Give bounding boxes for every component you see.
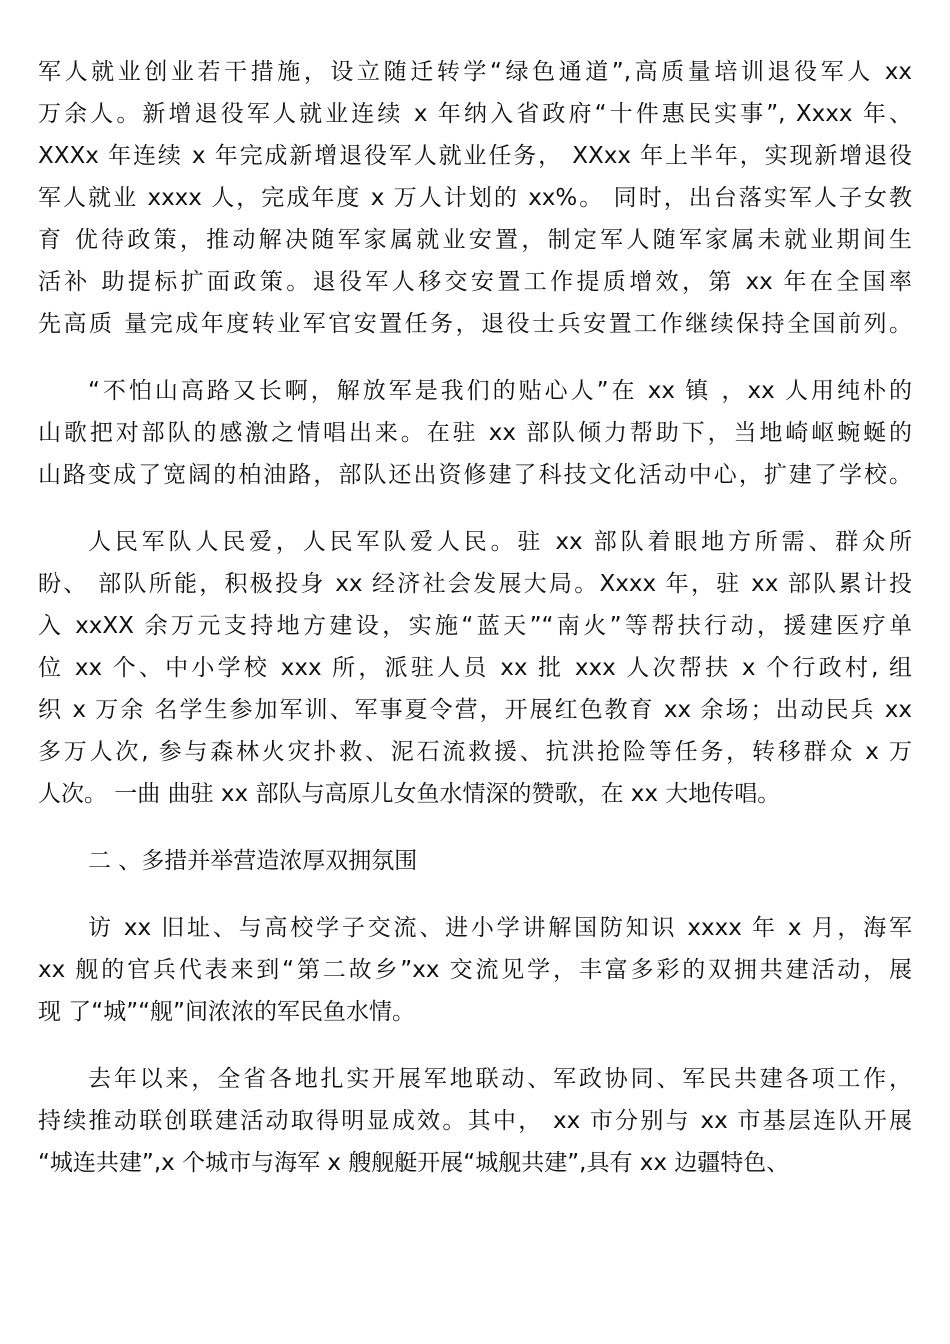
text-line: “城连共建”,x 个城市与海军 x 艘舰艇开展“城舰共建”,具有 xx 边疆特色、 bbox=[38, 1150, 790, 1176]
text-line: 人民军队人民爱，人民军队爱人民。驻 xx 部队着眼地方所需、群众所 bbox=[88, 529, 912, 555]
text-line: 人次。 一曲 曲驻 xx 部队与高原儿女鱼水情深的赞歌，在 xx 大地传唱。 bbox=[38, 781, 781, 807]
text-line: 山路变成了宽阔的柏油路，部队还出资修建了科技文化活动中心，扩建了学校。 bbox=[38, 462, 912, 488]
text-line: 现 了“城”“舰”间浓浓的军民鱼水情。 bbox=[38, 999, 415, 1025]
text-line: 位 xx 个、中小学校 xxx 所，派驻人员 xx 批 xxx 人次帮扶 x 个行政村, 组 bbox=[38, 655, 912, 681]
paragraph bbox=[38, 521, 912, 815]
text-line: 织 x 万余 名学生参加军训、军事夏令营，开展红色教育 xx 余场；出动民兵 xx bbox=[38, 697, 912, 723]
paragraph bbox=[38, 51, 912, 345]
text-line: xx 舰的官兵代表来到“第二故乡”xx 交流见学，丰富多彩的双拥共建活动，展 bbox=[38, 957, 912, 983]
paragraph bbox=[38, 370, 912, 496]
text-line: 入 xxXX 余万元支持地方建设，实施“蓝天”“南火”等帮扶行动，援建医疗单 bbox=[38, 613, 912, 639]
paragraph bbox=[38, 1058, 912, 1184]
text-line: 二 、多措并举营造浓厚双拥氛围 bbox=[88, 848, 418, 874]
document-page bbox=[38, 51, 912, 1209]
text-line: 活补 助提标扩面政策。退役军人移交安置工作提质增效，第 xx 年在全国率 bbox=[38, 269, 912, 295]
text-line: 先高质 量完成年度转业军官安置任务，退役士兵安置工作继续保持全国前列。 bbox=[38, 311, 912, 337]
text-line: 军人就业 xxxx 人，完成年度 x 万人计划的 xx%。 同时，出台落实军人子女教 bbox=[38, 185, 912, 211]
text-line: 盼、 部队所能，积极投身 xx 经济社会发展大局。Xxxx 年，驻 xx 部队累计投 bbox=[38, 571, 912, 597]
text-line: XXXx 年连续 x 年完成新增退役军人就业任务， XXxx 年上半年，实现新增退役 bbox=[38, 143, 912, 169]
text-line: 育 优待政策，推动解决随军家属就业安置，制定军人随军家属未就业期间生 bbox=[38, 227, 912, 253]
text-line: 持续推动联创联建活动取得明显成效。其中， xx 市分别与 xx 市基层连队开展 bbox=[38, 1108, 912, 1134]
paragraph bbox=[38, 907, 912, 1033]
text-line: 访 xx 旧址、与高校学子交流、进小学讲解国防知识 xxxx 年 x 月，海军 bbox=[88, 915, 912, 941]
text-line: 去年以来，全省各地扎实开展军地联动、军政协同、军民共建各项工作， bbox=[88, 1066, 912, 1092]
text-line: 多万人次, 参与森林火灾扑救、泥石流救援、抗洪抢险等任务，转移群众 x 万 bbox=[38, 739, 912, 765]
text-line: 军人就业创业若干措施，设立随迁转学“绿色通道”,高质量培训退役军人 xx bbox=[38, 59, 912, 85]
text-line: 万余人。新增退役军人就业连续 x 年纳入省政府“十件惠民实事”, Xxxx 年、 bbox=[38, 101, 912, 127]
text-line: “不怕山高路又长啊，解放军是我们的贴心人”在 xx 镇 ，xx 人用纯朴的 bbox=[88, 378, 912, 404]
section-heading bbox=[38, 840, 912, 882]
text-line: 山歌把对部队的感激之情唱出来。在驻 xx 部队倾力帮助下，当地崎岖蜿蜒的 bbox=[38, 420, 912, 446]
